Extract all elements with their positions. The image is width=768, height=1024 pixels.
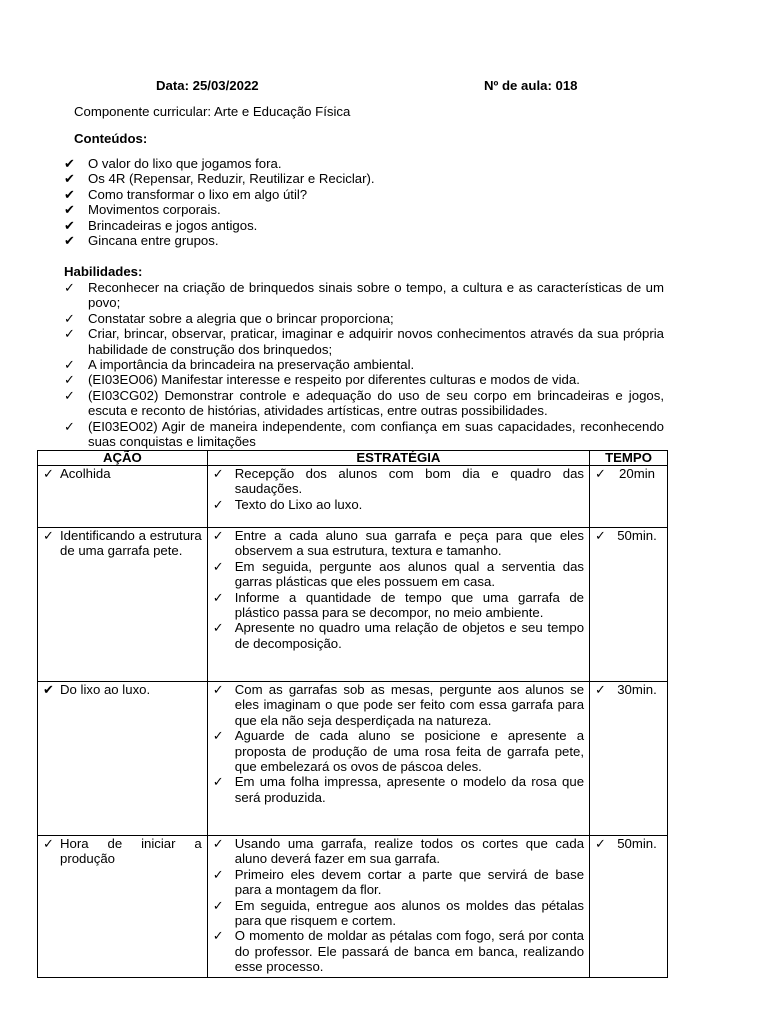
check-icon: ✔ — [64, 186, 75, 202]
list-item: ✓ Primeiro eles devem cortar a parte que servirá de base para a montagem da flor. — [212, 866, 585, 898]
table-row — [38, 466, 668, 528]
check-icon: ✓ — [212, 466, 224, 481]
check-icon: ✓ — [212, 774, 224, 790]
list-item: ✓ Em seguida, pergunte aos alunos qual a serventia das garras plásticas que eles possuem em casa. — [212, 558, 585, 590]
list-item: ✓ (EI03EO06) Manifestar interesse e respeito por diferentes culturas e modos de vida. — [64, 372, 580, 388]
check-icon: ✓ — [64, 387, 75, 403]
list-item: ✓ Criar, brincar, observar, praticar, imaginar e adquirir novos conhecimentos através da sua própria habilidade de construção dos brinquedos; — [64, 326, 664, 357]
check-icon: ✓ — [212, 897, 224, 913]
list-item: ✓ Informe a quantidade de tempo que uma garrafa de plástico passa para se decompor, no meio ambiente. — [212, 589, 585, 621]
check-icon: ✓ — [43, 466, 54, 481]
check-icon: ✓ — [212, 528, 224, 543]
skills-list — [64, 280, 664, 449]
table-header-row — [38, 451, 668, 466]
list-item: ✓ Em seguida, entregue aos alunos os moldes das pétalas para que risquem e cortem. — [212, 897, 585, 929]
check-icon: ✓ — [64, 310, 75, 326]
check-icon: ✓ — [64, 372, 75, 388]
list-item: ✔ Como transformar o lixo em algo útil? — [64, 186, 308, 202]
tempo-cell: ✓ 30min. — [590, 682, 668, 836]
check-icon: ✓ — [64, 418, 75, 434]
tempo-cell: ✓ 50min. — [590, 528, 668, 682]
list-item: ✓ A importância da brincadeira na preservação ambiental. — [64, 357, 415, 373]
check-icon: ✓ — [212, 558, 224, 574]
list-item: ✓ Em uma folha impressa, apresente o modelo da rosa que será produzida. — [212, 774, 585, 805]
check-icon: ✔ — [64, 233, 75, 249]
lesson-date: Data: 25/03/2022 — [156, 78, 259, 93]
column-header-acao: AÇÃO — [38, 451, 208, 466]
list-item: ✓ O momento de moldar as pétalas com fogo, será por conta do professor. Ele passará de banca em banca, realizando esse processo. — [212, 928, 585, 975]
check-icon: ✓ — [212, 728, 224, 744]
table-row — [38, 836, 668, 978]
tempo-cell: ✓ 20min — [590, 466, 668, 528]
acao-cell: ✓ Hora de iniciar a produção — [38, 836, 208, 978]
check-icon: ✓ — [595, 682, 606, 697]
check-icon: ✓ — [43, 528, 54, 543]
check-icon: ✓ — [595, 836, 606, 851]
list-item: ✔ Brincadeiras e jogos antigos. — [64, 217, 258, 233]
estrategia-cell — [207, 466, 589, 528]
list-item: ✓ Apresente no quadro uma relação de objetos e seu tempo de decomposição. — [212, 620, 585, 651]
list-item: ✓ Recepção dos alunos com bom dia e quadro das saudações. — [212, 466, 585, 497]
list-item: ✓ Usando uma garrafa, realize todos os cortes que cada aluno deverá fazer em sua garrafa. — [212, 836, 585, 867]
check-icon: ✓ — [212, 836, 224, 851]
list-item: ✔ Movimentos corporais. — [64, 202, 221, 218]
column-header-tempo: TEMPO — [590, 451, 668, 466]
check-icon: ✔ — [43, 682, 54, 697]
check-icon: ✓ — [212, 866, 224, 882]
check-icon: ✓ — [212, 620, 224, 636]
check-icon: ✓ — [595, 528, 606, 543]
acao-cell: ✓ Identificando a estrutura de uma garrafa pete. — [38, 528, 208, 682]
acao-cell: ✔ Do lixo ao luxo. — [38, 682, 208, 836]
table-row — [38, 682, 668, 836]
check-icon: ✓ — [212, 496, 224, 512]
check-icon: ✓ — [212, 682, 224, 697]
lesson-plan-table — [37, 450, 668, 978]
list-item: ✓ Entre a cada aluno sua garrafa e peça para que eles observem a sua estrutura, textura e tamanho. — [212, 528, 585, 559]
table-row — [38, 528, 668, 682]
check-icon: ✓ — [212, 928, 224, 944]
check-icon: ✓ — [43, 836, 54, 851]
lesson-number: Nº de aula: 018 — [484, 78, 578, 93]
estrategia-cell — [207, 528, 589, 682]
check-icon: ✓ — [64, 280, 75, 295]
list-item: ✓ Reconhecer na criação de brinquedos sinais sobre o tempo, a cultura e as características de um povo; — [64, 280, 664, 311]
list-item: ✓ (EI03CG02) Demonstrar controle e adequação do uso de seu corpo em brincadeiras e jogos, escuta e reconto de histórias, atividades artísticas, entre outras possibilidades. — [64, 387, 664, 419]
estrategia-cell — [207, 682, 589, 836]
list-item: ✓ Constatar sobre a alegria que o brincar proporciona; — [64, 310, 394, 326]
list-item: ✔ Os 4R (Repensar, Reduzir, Reutilizar e Reciclar). — [64, 171, 375, 187]
check-icon: ✔ — [64, 171, 75, 187]
curricular-component: Componente curricular: Arte e Educação Física — [74, 104, 351, 119]
check-icon: ✔ — [64, 202, 75, 218]
contents-title: Conteúdos: — [74, 131, 148, 146]
list-item: ✔ O valor do lixo que jogamos fora. — [64, 156, 282, 171]
tempo-cell: ✓ 50min. — [590, 836, 668, 978]
contents-list — [64, 156, 664, 248]
list-item: ✓ Aguarde de cada aluno se posicione e apresente a proposta de produção de uma rosa feita de garrafa pete, que embelezará os ovos de páscoa deles. — [212, 728, 585, 775]
list-item: ✓ Com as garrafas sob as mesas, pergunte aos alunos se eles imaginam o que pode ser feito com essa garrafa para que ela não seja desperdiçada na natureza. — [212, 682, 585, 728]
list-item: ✓ (EI03EO02) Agir de maneira independente, com confiança em suas capacidades, reconhecendo suas conquistas e limitações — [64, 418, 664, 450]
column-header-estrategia: ESTRATÉGIA — [207, 451, 589, 466]
check-icon: ✓ — [64, 357, 75, 373]
header-row — [0, 78, 768, 94]
check-icon: ✔ — [64, 217, 75, 233]
list-item: ✓ Texto do Lixo ao luxo. — [212, 496, 363, 512]
check-icon: ✓ — [212, 589, 224, 605]
check-icon: ✔ — [64, 156, 75, 171]
list-item: ✔ Gincana entre grupos. — [64, 233, 219, 249]
check-icon: ✓ — [64, 326, 75, 342]
acao-cell: ✓ Acolhida — [38, 466, 208, 528]
check-icon: ✓ — [595, 466, 606, 481]
skills-title: Habilidades: — [64, 264, 143, 279]
estrategia-cell — [207, 836, 589, 978]
